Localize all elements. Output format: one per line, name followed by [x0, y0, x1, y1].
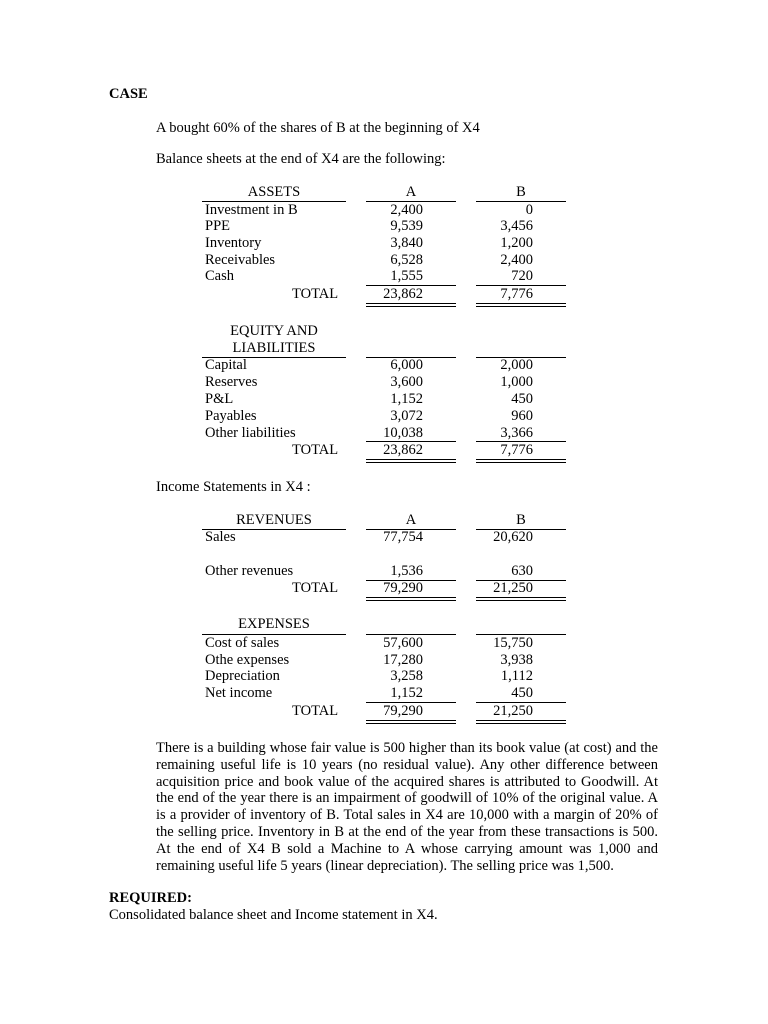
value-b: 1,112 — [500, 668, 533, 684]
value-b: 3,938 — [500, 652, 533, 668]
value-a: 2,400 — [390, 202, 423, 218]
value-b: 2,000 — [500, 357, 533, 373]
value-b: 720 — [511, 268, 533, 284]
double-underline — [366, 720, 456, 724]
expenses-header: EXPENSES — [238, 616, 310, 632]
total-a: 79,290 — [383, 580, 423, 596]
row-label: Cost of sales — [205, 635, 280, 651]
row-label: Payables — [205, 408, 257, 424]
value-b: 3,456 — [500, 218, 533, 234]
revenues-header: REVENUES — [236, 512, 312, 528]
value-a: 3,072 — [390, 408, 423, 424]
balance-sheet-intro: Balance sheets at the end of X4 are the following: — [156, 151, 446, 167]
row-label: Othe expenses — [205, 652, 290, 668]
value-a: 77,754 — [383, 529, 423, 545]
intro-text: A bought 60% of the shares of B at the beginning of X4 — [156, 120, 480, 136]
value-b: 1,000 — [500, 374, 533, 390]
case-title: CASE — [109, 86, 148, 102]
value-a: 1,152 — [390, 391, 423, 407]
row-label: Other liabilities — [205, 425, 296, 441]
liabilities-header: LIABILITIES — [232, 340, 316, 356]
value-a: 1,555 — [390, 268, 423, 284]
double-underline — [366, 303, 456, 307]
value-b: 2,400 — [500, 252, 533, 268]
total-b: 21,250 — [493, 703, 533, 719]
col-a-header: A — [405, 512, 417, 528]
income-statement-intro: Income Statements in X4 : — [156, 479, 311, 495]
value-b: 0 — [525, 202, 533, 218]
total-label: TOTAL — [292, 286, 339, 302]
row-label: Depreciation — [205, 668, 280, 684]
col-b-header: B — [516, 184, 526, 200]
double-underline — [476, 720, 566, 724]
row-label: Capital — [205, 357, 247, 373]
total-b: 7,776 — [500, 286, 533, 302]
double-underline — [366, 459, 456, 463]
row-label: Receivables — [205, 252, 276, 268]
double-underline — [476, 597, 566, 601]
value-a: 3,258 — [390, 668, 423, 684]
row-label: P&L — [205, 391, 234, 407]
total-b: 21,250 — [493, 580, 533, 596]
value-a: 1,152 — [390, 685, 423, 701]
required-label: REQUIRED: — [109, 890, 192, 906]
total-label: TOTAL — [292, 703, 339, 719]
row-label: PPE — [205, 218, 230, 234]
value-b: 3,366 — [500, 425, 533, 441]
row-label: Reserves — [205, 374, 258, 390]
value-a: 6,528 — [390, 252, 423, 268]
total-a: 79,290 — [383, 703, 423, 719]
equity-header: EQUITY AND — [230, 323, 318, 339]
value-a: 3,600 — [390, 374, 423, 390]
value-a: 6,000 — [390, 357, 423, 373]
assets-header: ASSETS — [247, 184, 301, 200]
total-a: 23,862 — [383, 286, 423, 302]
value-a: 17,280 — [383, 652, 423, 668]
total-label: TOTAL — [292, 580, 339, 596]
value-b: 450 — [511, 685, 533, 701]
value-b: 960 — [511, 408, 533, 424]
case-description: There is a building whose fair value is 500 higher than its book value (at cost) and the remaining useful life is 10 years (no residual value). Any other difference between acquisition price and book value of the acquired shares is attributed to Goodwill. At the end of the year there is an impairment of goodwill of 10% of the original value. A is a provider of inventory of B. Total sales in X4 are 10,000 with a margin of 20% of the selling price. Inventory in B at the end of the year from these transactions is 500. At the end of X4 B sold a Machine to A whose carrying amount was 1,000 and remaining useful life 5 years (linear depreciation). The selling price was 1,500. — [156, 740, 658, 874]
double-underline — [476, 303, 566, 307]
row-label: Investment in B — [205, 202, 298, 218]
double-underline — [366, 597, 456, 601]
value-a: 9,539 — [390, 218, 423, 234]
total-b: 7,776 — [500, 442, 533, 458]
value-b: 20,620 — [493, 529, 533, 545]
double-underline — [476, 459, 566, 463]
row-label: Cash — [205, 268, 234, 284]
total-a: 23,862 — [383, 442, 423, 458]
row-label: Sales — [205, 529, 236, 545]
value-a: 3,840 — [390, 235, 423, 251]
value-b: 1,200 — [500, 235, 533, 251]
value-b: 630 — [511, 563, 533, 579]
row-label: Other revenues — [205, 563, 294, 579]
value-a: 10,038 — [383, 425, 423, 441]
total-label: TOTAL — [292, 442, 339, 458]
required-text: Consolidated balance sheet and Income statement in X4. — [109, 907, 438, 923]
col-b-header: B — [516, 512, 526, 528]
value-a: 57,600 — [383, 635, 423, 651]
row-label: Net income — [205, 685, 273, 701]
col-a-header: A — [405, 184, 417, 200]
value-b: 450 — [511, 391, 533, 407]
value-a: 1,536 — [390, 563, 423, 579]
value-b: 15,750 — [493, 635, 533, 651]
row-label: Inventory — [205, 235, 262, 251]
